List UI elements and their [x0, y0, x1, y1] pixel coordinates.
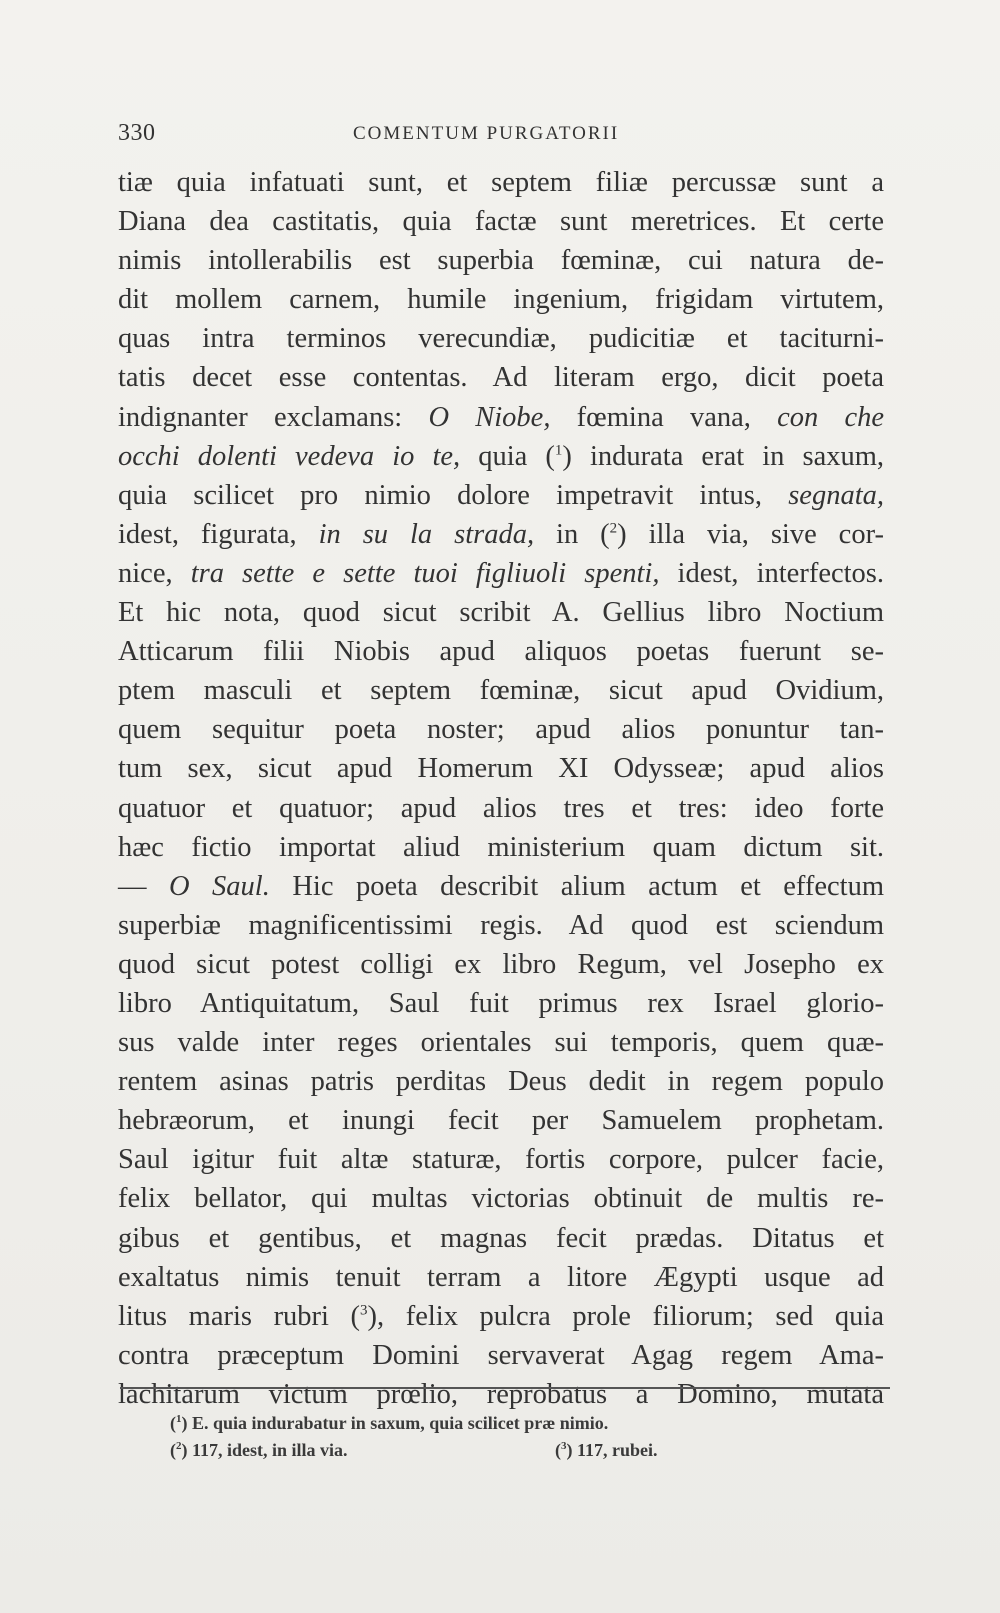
- text-run: quia scilicet pro nimio dolore impetravit intus,: [118, 479, 789, 511]
- text-line: [118, 984, 884, 1023]
- text-run: quia (: [460, 440, 555, 472]
- italic-quote: occhi dolenti vedeva io te,: [118, 440, 461, 472]
- text-run: Et hic nota, quod sicut scribit A. Gellius libro Noctium: [118, 597, 884, 629]
- footnote-row: [170, 1437, 870, 1464]
- text-run: ), felix pulcra prole filiorum; sed quia: [367, 1300, 884, 1332]
- text-run: litus maris rubri (: [118, 1300, 361, 1332]
- text-run: tiæ quia infatuati sunt, et septem filiæ percussæ sunt a: [118, 167, 884, 198]
- text-run: quem sequitur poeta noster; apud alios ponuntur tan-: [118, 714, 884, 746]
- footnote-ref: 3: [360, 1302, 368, 1319]
- text-line: [118, 241, 884, 280]
- text-run: Saul igitur fuit altæ staturæ, fortis corpore, pulcer facie,: [118, 1144, 884, 1176]
- text-run: rentem asinas patris perditas Deus dedit in regem populo: [118, 1066, 884, 1098]
- text-line: [118, 1258, 884, 1297]
- text-run: quas intra terminos verecundiæ, pudicitiæ et taciturni-: [118, 323, 884, 355]
- text-line: [118, 593, 884, 632]
- text-line: [118, 710, 884, 749]
- text-line: [118, 1023, 884, 1062]
- text-line: [118, 789, 884, 828]
- text-run: fœmina vana,: [550, 401, 778, 433]
- footnote-row: [170, 1410, 870, 1437]
- text-run: tatis decet esse contentas. Ad literam ergo, dicit poeta: [118, 362, 884, 394]
- text-run: indignanter exclamans:: [118, 401, 429, 433]
- text-line: [118, 1336, 884, 1375]
- text-line: [118, 671, 884, 710]
- text-run: tum sex, sicut apud Homerum XI Odysseæ; apud alios: [118, 753, 884, 785]
- text-run: libro Antiquitatum, Saul fuit primus rex Israel glorio-: [118, 987, 884, 1019]
- text-line: [118, 163, 884, 202]
- text-line: [118, 1062, 884, 1101]
- text-line: [118, 1375, 884, 1414]
- running-title: COMENTUM PURGATORII: [353, 123, 620, 144]
- text-run: exaltatus nimis tenuit terram a litore Ægypti usque ad: [118, 1261, 884, 1293]
- text-run: gibus et gentibus, et magnas fecit prædas. Ditatus et: [118, 1222, 884, 1254]
- text-line: [118, 437, 884, 476]
- footnote-rule: [120, 1387, 890, 1389]
- text-run: sus valde inter reges orientales sui temporis, quem quæ-: [118, 1027, 884, 1059]
- text-line: [118, 945, 884, 984]
- text-line: [118, 398, 884, 437]
- text-run: dit mollem carnem, humile ingenium, frigidam virtutem,: [118, 284, 884, 316]
- text-line: [118, 749, 884, 788]
- footnote-1: ($^1$) E. quia indurabatur in saxum, quia scilicet præ nimio.: [170, 1413, 609, 1433]
- text-run: quatuor et quatuor; apud alios tres et tres: ideo forte: [118, 792, 884, 824]
- text-run: —: [118, 870, 169, 902]
- text-run: nice,: [118, 557, 191, 589]
- italic-quote: in su la strada,: [318, 518, 535, 550]
- page-header: [118, 120, 888, 150]
- text-line: [118, 1140, 884, 1179]
- text-line: [118, 1179, 884, 1218]
- footnote-3: ($^3$) 117, rubei.: [555, 1440, 658, 1460]
- text-line: [118, 828, 884, 867]
- body-text: [118, 163, 884, 1414]
- text-run: Hic poeta describit alium actum et effectum: [269, 870, 885, 902]
- text-line: [118, 1219, 884, 1258]
- text-line: [118, 358, 884, 397]
- italic-quote: tra sette e sette tuoi figliuoli spenti,: [190, 557, 660, 589]
- italic-quote: segnata,: [788, 479, 884, 511]
- text-run: ptem masculi et septem fœminæ, sicut apud Ovidium,: [118, 675, 884, 707]
- text-run: ) indurata erat in saxum,: [562, 440, 885, 472]
- footnote-ref: 2: [609, 520, 618, 537]
- text-run: Atticarum filii Niobis apud aliquos poetas fuerunt se-: [118, 636, 884, 668]
- footnotes: [170, 1410, 870, 1464]
- footnote-ref: 1: [554, 442, 563, 459]
- page-number: 330: [118, 120, 156, 146]
- text-run: lachitarum victum prœlio, reprobatus a Domino, mutata: [118, 1378, 884, 1410]
- text-run: idest, figurata,: [118, 518, 319, 550]
- text-run: hæc fictio importat aliud ministerium quam dictum sit.: [118, 831, 884, 863]
- text-line: [118, 867, 884, 906]
- italic-quote: O Niobe,: [428, 401, 551, 433]
- footnote-2: ($^2$) 117, idest, in illa via.: [170, 1440, 348, 1460]
- text-run: ) illa via, sive cor-: [617, 518, 884, 550]
- text-run: felix bellator, qui multas victorias obtinuit de multis re-: [118, 1183, 884, 1215]
- text-run: contra præceptum Domini servaverat Agag regem Ama-: [118, 1339, 884, 1371]
- text-run: idest, interfectos.: [659, 557, 885, 589]
- text-line: [118, 1101, 884, 1140]
- text-run: in (: [534, 518, 610, 550]
- text-line: [118, 1297, 884, 1336]
- text-run: hebræorum, et inungi fecit per Samuelem prophetam.: [118, 1105, 884, 1137]
- text-run: quod sicut potest colligi ex libro Regum, vel Josepho ex: [118, 948, 884, 980]
- italic-quote: con che: [777, 401, 885, 433]
- italic-quote: O Saul.: [168, 870, 270, 902]
- text-run: superbiæ magnificentissimi regis. Ad quod est sciendum: [118, 909, 884, 941]
- text-line: [118, 515, 884, 554]
- text-line: [118, 319, 884, 358]
- text-line: [118, 476, 884, 515]
- text-line: [118, 632, 884, 671]
- text-line: [118, 202, 884, 241]
- text-run: Diana dea castitatis, quia factæ sunt meretrices. Et certe: [118, 206, 884, 238]
- text-run: nimis intollerabilis est superbia fœminæ, cui natura de-: [118, 245, 884, 277]
- text-line: [118, 280, 884, 319]
- text-line: [118, 906, 884, 945]
- text-line: [118, 554, 884, 593]
